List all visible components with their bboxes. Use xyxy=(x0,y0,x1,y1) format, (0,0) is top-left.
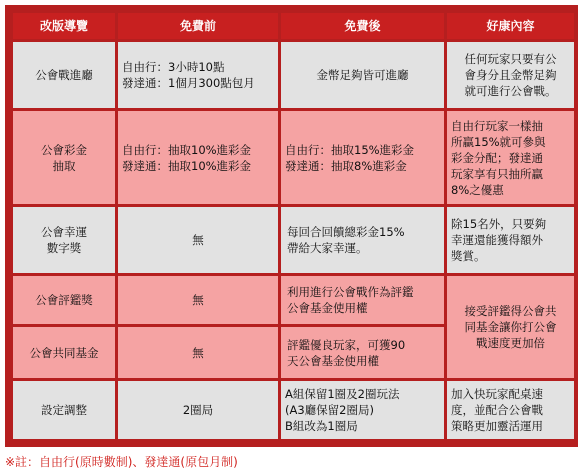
after-cell xyxy=(281,111,444,204)
benefit-line: 除15名外，只要夠 xyxy=(451,217,547,231)
benefit-line: 所贏15%就可參與 xyxy=(451,134,546,149)
benefit-cell xyxy=(447,42,574,108)
row-name: 公會彩金 抽取 xyxy=(13,111,115,204)
header-guide: 改版導覽 xyxy=(13,13,115,39)
benefit-cell xyxy=(447,207,574,273)
footnote: ※註：自由行(原時數制)、發達通(原包月制) xyxy=(5,455,238,469)
benefit-line: 戰速度更加倍 xyxy=(476,336,545,350)
after-line: B組改為1圈局 xyxy=(285,419,358,433)
feature-table xyxy=(10,10,577,442)
header-before: 免費前 xyxy=(118,13,278,39)
after-cell xyxy=(281,207,444,273)
table-row xyxy=(13,276,574,324)
before-cell xyxy=(118,111,278,204)
after-cell xyxy=(281,381,444,439)
header-after: 免費後 xyxy=(281,13,444,39)
after-line: 天公會基金使用權 xyxy=(287,353,379,368)
benefit-line: 加入快玩家配桌速 xyxy=(451,387,543,401)
benefit-line: 任何玩家只要有公 xyxy=(464,52,557,66)
before-line: 2圈局 xyxy=(182,403,214,417)
after-line: 公會基金使用權 xyxy=(287,301,368,315)
benefit-line: 玩家享有只抽所贏 xyxy=(451,166,543,181)
after-line: 金幣足夠皆可進廳 xyxy=(316,68,409,82)
before-cell xyxy=(118,207,278,273)
row-name: 公會評鑑獎 xyxy=(13,276,115,324)
benefit-cell xyxy=(447,276,574,378)
benefit-line: 獎賞。 xyxy=(451,249,486,263)
table-row xyxy=(13,42,574,108)
before-cell xyxy=(118,42,278,108)
benefit-line: 幸運還能獲得額外 xyxy=(451,233,543,247)
before-line: 自由行：3小時10點 xyxy=(122,60,225,74)
header-row xyxy=(13,13,574,39)
row-name: 公會戰進廳 xyxy=(13,42,115,108)
after-line: (A3廳保留2圈局) xyxy=(285,403,374,417)
table-row xyxy=(13,381,574,439)
before-line: 發達通：1個月300點包月 xyxy=(122,76,255,90)
table-frame xyxy=(5,5,578,447)
benefit-line: 接受評鑑得公會共 xyxy=(464,304,557,318)
before-cell xyxy=(118,381,278,439)
before-line: 無 xyxy=(192,293,204,307)
before-line: 發達通：抽取10%進彩金 xyxy=(122,158,252,173)
benefit-line: 就可進行公會戰。 xyxy=(464,84,557,98)
before-line: 自由行：抽取10%進彩金 xyxy=(122,142,252,157)
after-line: 利用進行公會戰作為評鑑 xyxy=(287,285,414,299)
after-cell xyxy=(281,276,444,324)
after-cell xyxy=(281,327,444,378)
row-name: 公會共同基金 xyxy=(13,327,115,378)
benefit-line: 策略更加靈活運用 xyxy=(451,419,543,433)
benefit-line: 度，並配合公會戰 xyxy=(451,403,543,417)
benefit-line: 自由行玩家一樣抽 xyxy=(451,118,543,133)
header-benefit: 好康內容 xyxy=(447,13,574,39)
row-name: 設定調整 xyxy=(13,381,115,439)
benefit-line: 同基金讓你打公會 xyxy=(464,320,557,334)
table-row xyxy=(13,111,574,204)
before-cell xyxy=(118,327,278,378)
after-line: 評鑑優良玩家，可獲90 xyxy=(287,337,406,352)
benefit-cell xyxy=(447,381,574,439)
table-row xyxy=(13,207,574,273)
before-cell xyxy=(118,276,278,324)
benefit-line: 彩金分配；發達通 xyxy=(451,150,543,165)
after-cell xyxy=(281,42,444,108)
benefit-line: 會身分且金幣足夠 xyxy=(464,68,557,82)
row-name: 公會幸運 數字獎 xyxy=(13,207,115,273)
after-line: 自由行：抽取15%進彩金 xyxy=(285,142,415,157)
benefit-line: 8%之優惠 xyxy=(451,182,504,197)
after-line: 帶給大家幸運。 xyxy=(287,241,368,255)
after-line: 每回合回饋總彩金15% xyxy=(287,225,405,239)
before-line: 無 xyxy=(192,345,204,360)
before-line: 無 xyxy=(192,233,204,247)
after-line: A組保留1圈及2圈玩法 xyxy=(285,387,400,401)
after-line: 發達通：抽取8%進彩金 xyxy=(285,158,407,173)
benefit-cell xyxy=(447,111,574,204)
